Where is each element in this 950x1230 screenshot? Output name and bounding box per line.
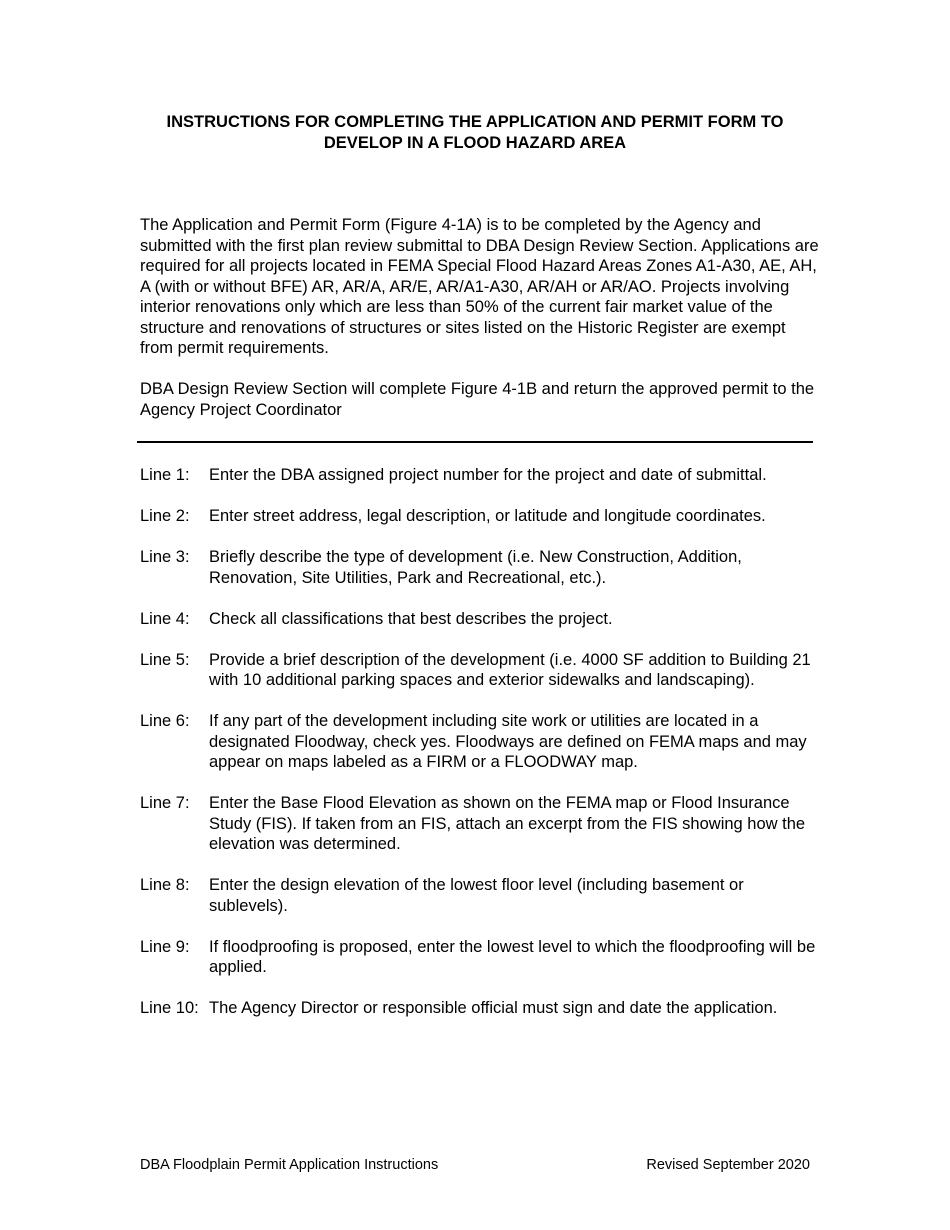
line-item (140, 937, 820, 978)
title-line-1: INSTRUCTIONS FOR COMPLETING THE APPLICATION AND PERMIT FORM TO (166, 113, 784, 131)
line-text: The Agency Director or responsible official must sign and date the application. (209, 999, 778, 1017)
line-item (140, 650, 820, 691)
intro-paragraph-1: The Application and Permit Form (Figure 4-1A) is to be completed by the Agency and submitted with the first plan review submittal to DBA Design Review Section. Applications are required for all projects located in FEMA Special Flood Hazard Areas Zones A1-A30, AE, AH, A (with or without BFE) AR, AR/A, AR/E, AR/A1-A30, AR/AH or AR/AO. Projects involving interior renovations only which are less than 50% of the current fair market value of the structure and renovations of structures or sites listed on the Historic Register are exempt from permit requirements. (140, 216, 819, 357)
line-item (140, 998, 820, 1019)
line-item (140, 547, 820, 588)
page-title (120, 112, 830, 154)
line-text: Enter the design elevation of the lowest floor level (including basement or sublevels). (209, 876, 744, 915)
section-divider (137, 441, 813, 443)
line-label: Line 1: (140, 466, 190, 484)
line-text: If any part of the development including site work or utilities are located in a designated Floodway, check yes. Floodways are defined on FEMA maps and may appear on maps labeled as a FIRM or a FLOODWAY map. (209, 712, 807, 771)
line-instructions-list (140, 465, 820, 1039)
line-text: Briefly describe the type of development (i.e. New Construction, Addition, Renovation, Site Utilities, Park and Recreational, etc.). (209, 548, 742, 587)
line-text: Enter street address, legal description, or latitude and longitude coordinates. (209, 507, 766, 525)
line-text: If floodproofing is proposed, enter the lowest level to which the floodproofing will be applied. (209, 937, 816, 976)
footer-revision-date: Revised September 2020 (646, 1157, 810, 1173)
line-label: Line 8: (140, 876, 190, 894)
line-item (140, 609, 820, 630)
line-text: Enter the Base Flood Elevation as shown on the FEMA map or Flood Insurance Study (FIS). If taken from an FIS, attach an excerpt from the FIS showing how the elevation was determined. (209, 794, 806, 853)
line-item (140, 793, 820, 855)
line-item (140, 465, 820, 486)
line-label: Line 2: (140, 507, 190, 525)
line-label: Line 5: (140, 650, 190, 669)
line-label: Line 3: (140, 548, 190, 566)
line-item (140, 875, 820, 916)
line-label: Line 6: (140, 712, 190, 730)
line-text: Provide a brief description of the development (i.e. 4000 SF addition to Building 21 with 10 additional parking spaces and exterior sidewalks and landscaping). (209, 650, 811, 689)
line-text: Enter the DBA assigned project number for the project and date of submittal. (209, 466, 767, 484)
footer-document-title: DBA Floodplain Permit Application Instructions (140, 1157, 439, 1173)
title-line-2: DEVELOP IN A FLOOD HAZARD AREA (323, 134, 627, 152)
line-label: Line 10: (140, 999, 199, 1017)
line-text: Check all classifications that best describes the project. (209, 609, 613, 628)
line-item (140, 506, 820, 527)
line-item (140, 711, 820, 773)
line-label: Line 4: (140, 609, 190, 628)
intro-paragraph-2: DBA Design Review Section will complete Figure 4-1B and return the approved permit to the Agency Project Coordinator (140, 380, 815, 419)
line-label: Line 9: (140, 937, 190, 956)
intro-section (140, 215, 820, 441)
line-label: Line 7: (140, 794, 190, 812)
